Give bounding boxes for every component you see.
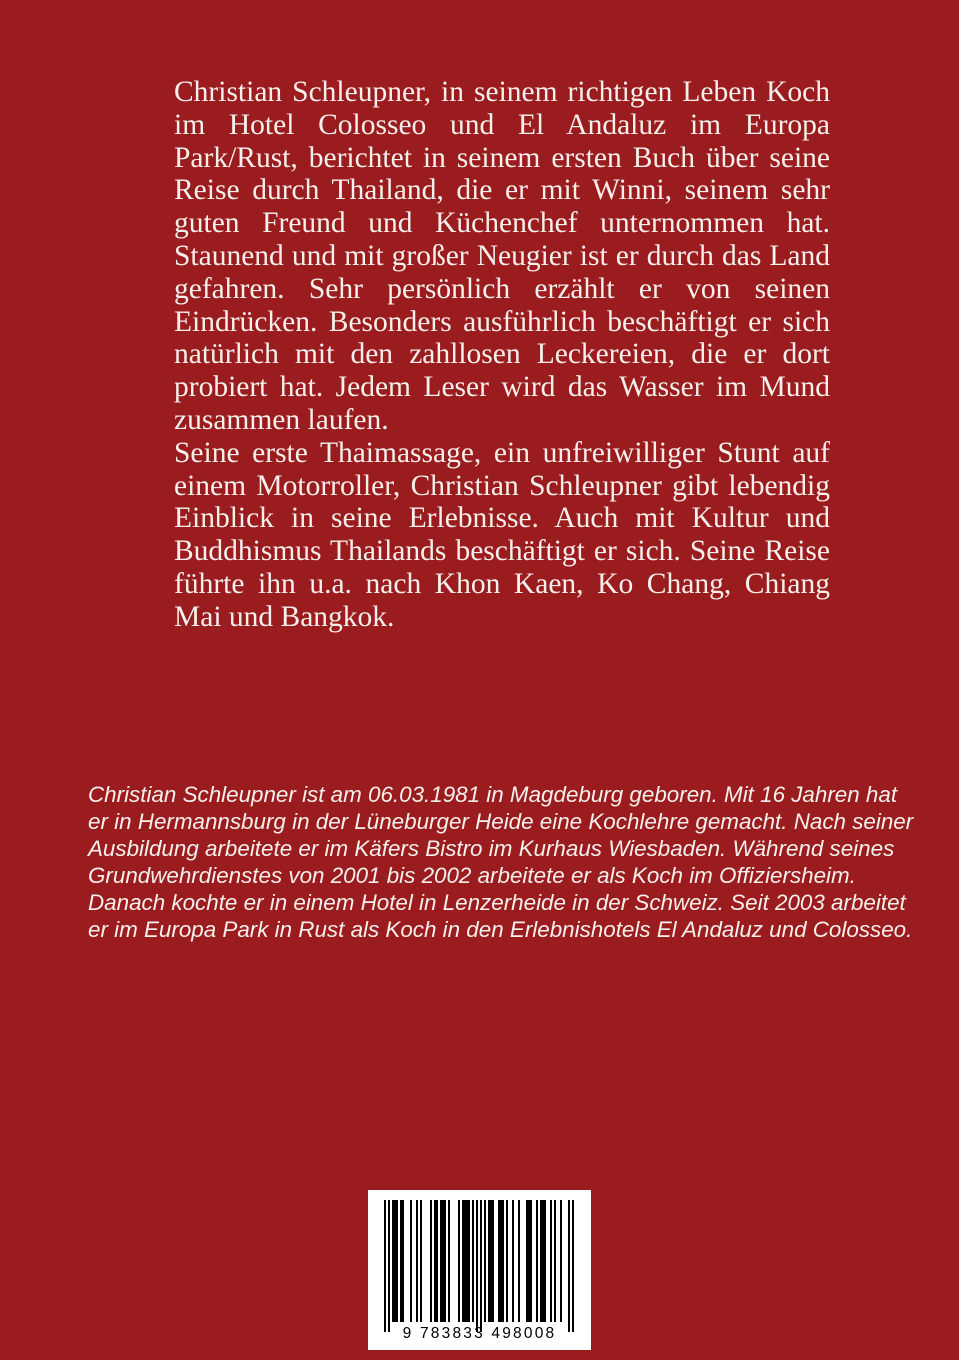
barcode-bar — [436, 1200, 438, 1322]
barcode-bar — [444, 1200, 446, 1322]
barcode-bar — [400, 1200, 402, 1322]
barcode-bar — [528, 1200, 530, 1322]
barcode-bar — [506, 1200, 508, 1322]
barcode-bar — [462, 1200, 464, 1322]
blurb-paragraph-1: Christian Schleupner, in seinem richtigen Leben Koch im Hotel Colosseo und El Andaluz im Europa Park/Rust, berichtet in seinem ersten Buch über seine Reise durch Thailand, die er mit Winni, seinem sehr guten Freund und Küchenchef unternommen hat. Staunend und mit großer Neugier ist er durch das Land gefahren. Sehr persönlich erzählt er von seinen Eindrücken. Besonders ausführlich beschäftigt er sich natürlich mit den zahllosen Leckereien, die er dort probiert hat. Jedem Leser wird das Wasser im Mund zusammen laufen. — [174, 76, 830, 436]
barcode-bar — [502, 1200, 504, 1322]
barcode-bar — [526, 1200, 528, 1322]
barcode-bar — [536, 1200, 538, 1322]
barcode-bar — [394, 1200, 396, 1322]
barcode-bar — [442, 1200, 444, 1322]
barcode-bar — [492, 1200, 494, 1322]
barcode-bar — [568, 1200, 570, 1332]
barcode-bar — [540, 1200, 542, 1322]
barcode-bar — [434, 1200, 436, 1322]
barcode-bar — [472, 1200, 474, 1322]
barcode-bar — [458, 1200, 460, 1322]
isbn-barcode — [368, 1190, 591, 1350]
barcode-bar — [550, 1200, 552, 1322]
barcode-bar — [554, 1200, 556, 1322]
barcode-bar — [480, 1200, 482, 1332]
barcode-bar — [416, 1200, 418, 1322]
barcode-bar — [498, 1200, 500, 1322]
barcode-bar — [388, 1200, 390, 1332]
barcode-bar — [544, 1200, 546, 1322]
barcode-bar — [402, 1200, 404, 1322]
barcode-bar — [484, 1200, 486, 1322]
barcode-bar — [466, 1200, 468, 1322]
blurb-paragraph-2: Seine erste Thaimassage, ein unfreiwilliger Stunt auf einem Motorroller, Christian Schleupner gibt lebendig Einblick in seine Erlebnisse. Auch mit Kultur und Buddhismus Thailands beschäftigt er sich. Seine Reise führte ihn u.a. nach Khon Kaen, Ko Chang, Chiang Mai und Bangkok. — [174, 436, 830, 633]
isbn-number: 9 783833 498008 — [402, 1325, 557, 1342]
barcode-bar — [430, 1200, 432, 1322]
barcode-bar — [468, 1200, 470, 1322]
barcode-bar — [500, 1200, 502, 1322]
author-bio: Christian Schleupner ist am 06.03.1981 in Magdeburg geboren. Mit 16 Jahren hat er in Hermannsburg in der Lüneburger Heide eine Kochlehre gemacht. Nach seiner Ausbildung arbeitete er im Käfers Bistro im Kurhaus Wiesbaden. Während seines Grundwehrdienstes von 2001 bis 2002 arbeitete er als Koch im Offiziersheim. Danach kochte er in einem Hotel in Lenzerheide in der Schweiz. Seit 2003 arbeitet er im Europa Park in Rust als Koch in den Erlebnishotels El Andaluz und Colosseo. — [88, 782, 914, 942]
barcode-bar — [410, 1200, 412, 1322]
barcode-bar — [560, 1200, 562, 1322]
book-blurb — [174, 76, 830, 634]
barcode-bar — [512, 1200, 514, 1322]
barcode-bar — [396, 1200, 398, 1322]
barcode-bar — [488, 1200, 490, 1322]
barcode-bar — [464, 1200, 466, 1322]
barcode-bar — [518, 1200, 520, 1322]
barcode-bar — [572, 1200, 574, 1332]
barcode-bar — [476, 1200, 478, 1332]
barcode-bar — [420, 1200, 422, 1322]
barcode-bar — [384, 1200, 386, 1332]
barcode-bar — [392, 1200, 394, 1322]
barcode-bar — [542, 1200, 544, 1322]
barcode-bar — [440, 1200, 442, 1322]
barcode-bar — [448, 1200, 450, 1322]
barcode-bar — [490, 1200, 492, 1322]
barcode-bar — [530, 1200, 532, 1322]
